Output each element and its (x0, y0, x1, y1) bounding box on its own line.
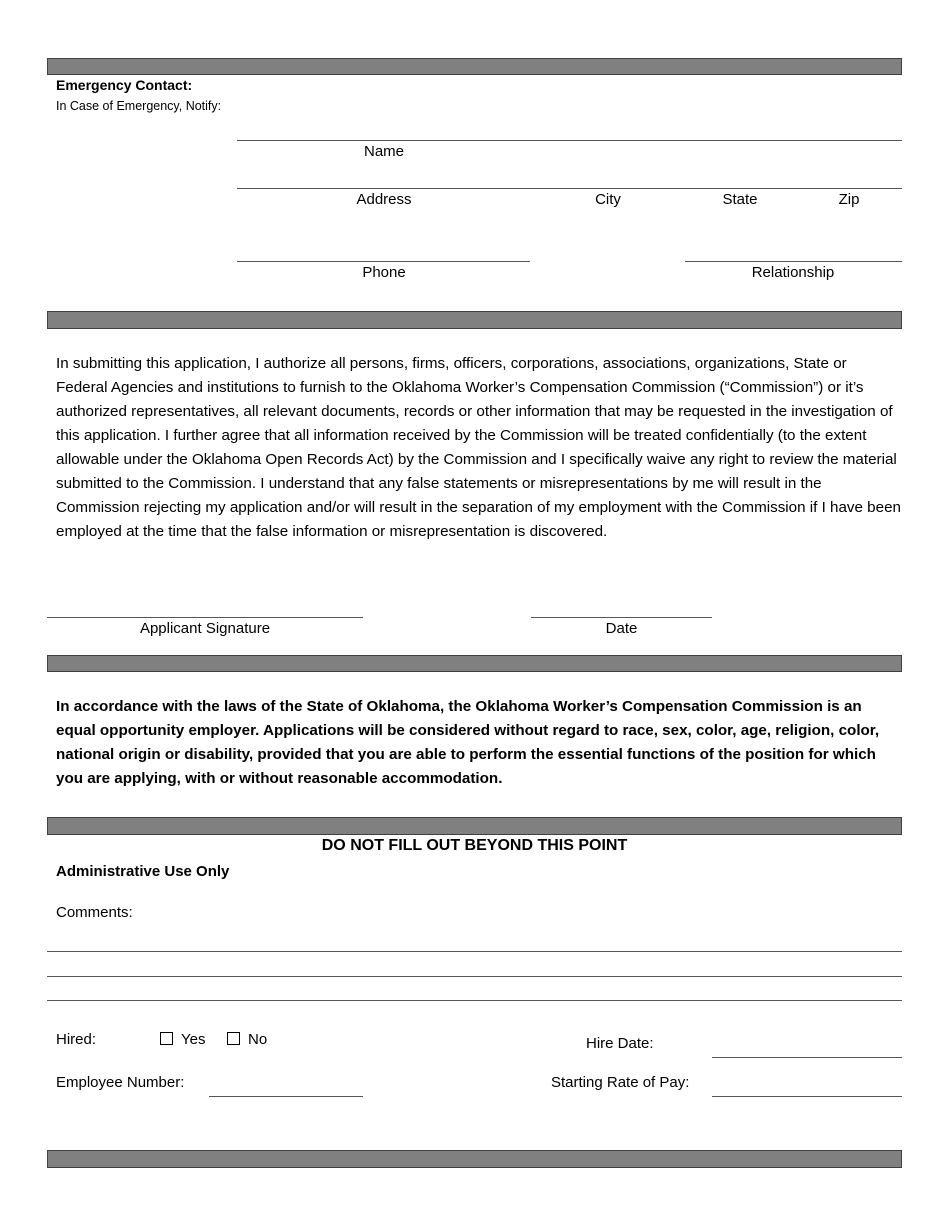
emergency-contact-subheading: In Case of Emergency, Notify: (56, 99, 222, 113)
hired-no-label: No (248, 1031, 268, 1048)
relationship-field-line[interactable] (685, 261, 902, 262)
employee-number-label: Employee Number: (56, 1074, 185, 1091)
section-divider-bar (47, 58, 902, 75)
signature-date-line[interactable] (531, 617, 712, 618)
hired-no-checkbox[interactable] (227, 1032, 240, 1045)
name-label: Name (363, 143, 404, 160)
starting-rate-line[interactable] (712, 1096, 902, 1097)
starting-rate-label: Starting Rate of Pay: (551, 1074, 690, 1091)
signature-date-label: Date (605, 620, 638, 637)
name-field-line[interactable] (237, 140, 902, 141)
authorization-paragraph: In submitting this application, I authorize all persons, firms, officers, corporations, associations, organizations, State or Federal Agencies and institutions to furnish to the Oklahoma Worker’s Compensation Commission (“Commission”) or it’s authorized representatives, all relevant documents, records or other information that may be requested in the investigation of this application. I further agree that all information received by the Commission will be treated confidentially (to the extent allowable under the Oklahoma Open Records Act) by the Commission and I specifically waive any right to review the material submitted to the Commission. I understand that any false statements or misrepresentations by me will result in the Commission rejecting my application and/or will result in the separation of my employment with the Commission if I have been employed at the time that the false information or misrepresentation is discovered. (56, 355, 901, 540)
hire-date-line[interactable] (712, 1057, 902, 1058)
section-divider-bar (47, 655, 902, 672)
comments-line[interactable] (47, 1000, 902, 1001)
comments-label: Comments: (56, 904, 133, 921)
admin-use-heading: Administrative Use Only (56, 863, 230, 880)
address-field-line[interactable] (237, 188, 902, 189)
section-divider-bar (47, 817, 902, 835)
phone-field-line[interactable] (237, 261, 530, 262)
hire-date-label: Hire Date: (586, 1035, 654, 1052)
hired-yes-option[interactable] (160, 1031, 205, 1048)
applicant-signature-label: Applicant Signature (139, 620, 271, 637)
city-label: City (595, 191, 621, 208)
comments-line[interactable] (47, 951, 902, 952)
phone-label: Phone (362, 264, 406, 281)
employee-number-line[interactable] (209, 1096, 363, 1097)
zip-label: Zip (838, 191, 860, 208)
comments-line[interactable] (47, 976, 902, 977)
eeo-statement: In accordance with the laws of the State of Oklahoma, the Oklahoma Worker’s Compensation Commission is an equal opportunity employer. Applications will be considered without regard to race, sex, color, age, religion, color, national origin or disability, provided that you are able to perform the essential functions of the position for which you are applying, with or without reasonable accommodation. (56, 698, 880, 787)
hired-no-option[interactable] (227, 1031, 267, 1048)
hired-yes-label: Yes (181, 1031, 206, 1048)
section-divider-bar (47, 311, 902, 329)
state-label: State (722, 191, 758, 208)
emergency-contact-heading: Emergency Contact: (56, 77, 193, 93)
section-divider-bar (47, 1150, 902, 1168)
do-not-fill-warning: DO NOT FILL OUT BEYOND THIS POINT (321, 837, 628, 854)
hired-label: Hired: (56, 1031, 97, 1048)
address-label: Address (356, 191, 412, 208)
relationship-label: Relationship (751, 264, 835, 281)
hired-yes-checkbox[interactable] (160, 1032, 173, 1045)
applicant-signature-line[interactable] (47, 617, 363, 618)
